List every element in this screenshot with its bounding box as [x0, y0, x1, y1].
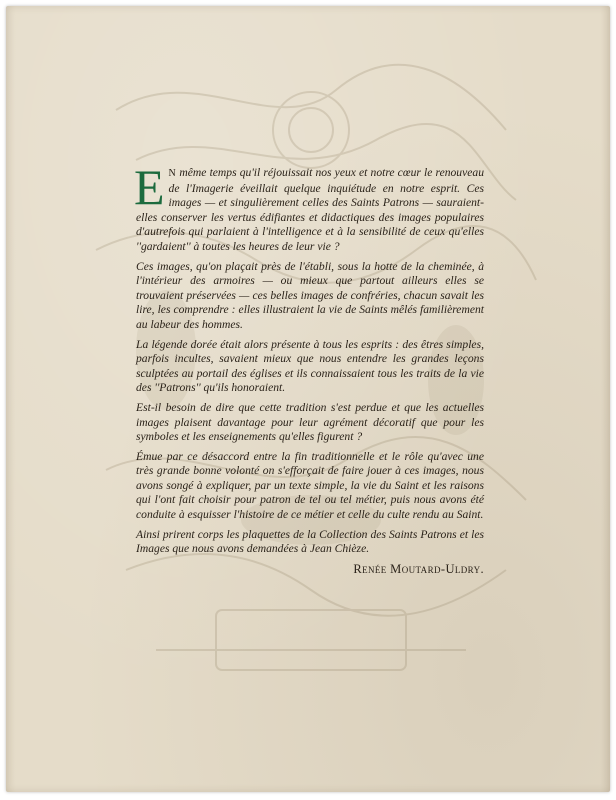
paragraph-5: Émue par ce désaccord entre la fin traditionnelle et le rôle qu'avec une très grande bonne volonté on s'efforçait de faire jouer à ces images, nous avons songé à expliquer, par un texte simple, la vie du Saint et les raisons qui l'ont fait choisir pour patron de tel ou tel métier, puis nous avons été conduite à esquisser l'histoire de ce métier et celle du culte rendu au Saint. [136, 449, 484, 522]
author-name: Renée Moutard-Uldry. [353, 561, 484, 576]
preface-text [134, 159, 484, 576]
author-signature [136, 562, 484, 577]
paragraph-6: Ainsi prirent corps les plaquettes de la Collection des Saints Patrons et les Images que nous avons demandées à Jean Chièze. [136, 527, 484, 556]
paragraph-1 [134, 159, 484, 255]
paragraph-1-text: même temps qu'il réjouissait nos yeux et notre cœur le renouveau de l'Imagerie éveillait quelque inquiétude en notre esprit. Ces images — et singulièrement celles des Saints Patrons — sauraient-elles conserver les vertus édifiantes et didactiques des images populaires d'autrefois qui parlaient à l'intelligence et à la sensibilité de ceux qu'elles ''gardaient'' à toutes les heures de leur vie ? [136, 166, 484, 253]
drop-cap: E [134, 159, 165, 215]
first-word-rest: N [168, 168, 177, 179]
page-sheet [6, 6, 610, 792]
paragraph-3: La légende dorée était alors présente à tous les esprits : des êtres simples, parfois incultes, savaient mieux que nous entendre les grandes leçons sculptées au portail des églises et ils connaissaient tous les traits de la vie des ''Patrons'' qu'ils honoraient. [136, 337, 484, 395]
paragraph-4: Est-il besoin de dire que cette tradition s'est perdue et que les actuelles images plaisent davantage pour leur agrément décoratif que pour les symboles et les enseignements qu'elles figurent ? [136, 400, 484, 444]
paragraph-2: Ces images, qu'on plaçait près de l'établi, sous la hotte de la cheminée, à l'intérieur des armoires — ou mieux que partout ailleurs elles se trouvaient préservées — ces belles images de confréries, chacun savait les lire, les comprendre : elles illustraient la vie de Saints mêlés familièrement au labeur des hommes. [136, 259, 484, 331]
